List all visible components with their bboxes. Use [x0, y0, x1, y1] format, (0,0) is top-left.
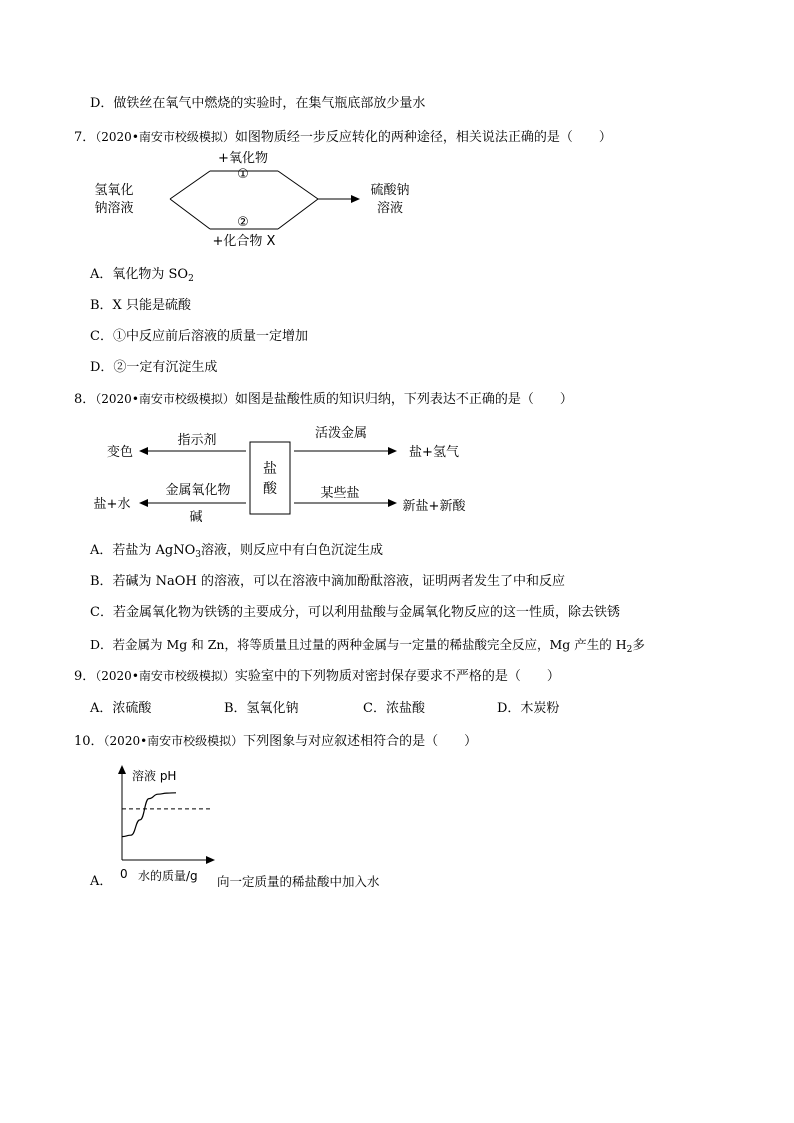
origin-label: 0: [120, 867, 128, 881]
q8-center-label-1: 盐: [263, 461, 277, 477]
q6-option-d: D．做铁丝在氧气中燃烧的实验时，在集气瓶底部放少量水: [90, 96, 426, 111]
q8-new-products-label: 新盐+新酸: [402, 499, 466, 514]
q10-option-a-desc: 向一定质量的稀盐酸中加入水: [217, 874, 380, 889]
q7-option-a-sub: 2: [188, 274, 194, 284]
q7-source: （2020•南安市校级模拟）: [95, 130, 235, 144]
q9-stem: 实验室中的下列物质对密封保存要求不严格的是（ ）: [234, 669, 560, 684]
q7-bottom-number: ②: [237, 215, 249, 230]
q7-option-c: C．①中反应前后溶液的质量一定增加: [90, 329, 308, 344]
q7-stem: 如图物质经一步反应转化的两种途径，相关说法正确的是（ ）: [234, 130, 612, 145]
q8-option-b: B．若碱为 NaOH 的溶液，可以在溶液中滴加酚酞溶液，证明两者发生了中和反应: [90, 574, 565, 589]
q7-left-label-1: 氢氧化: [94, 183, 134, 198]
q9-number: 9．: [74, 669, 96, 684]
q7-option-a-text: A．氧化物为 SO: [90, 267, 189, 282]
series-line: [122, 793, 176, 837]
q9-option-a: A．浓硫酸: [90, 701, 152, 716]
q8-option-a-text: A．若盐为 AgNO: [90, 543, 196, 558]
q8-color-change-label: 变色: [106, 445, 134, 460]
q9-option-d: D．木炭粉: [497, 701, 560, 716]
q8-some-salt-label: 某些盐: [320, 486, 360, 501]
q10-stem: 下列图象与对应叙述相符合的是（ ）: [243, 734, 478, 749]
q8-option-d-post: 多: [632, 637, 645, 652]
q8-center-label-2: 酸: [263, 481, 277, 497]
q8-active-metal-label: 活泼金属: [314, 426, 368, 441]
q7-number: 7．: [74, 130, 96, 145]
q8-option-d-text: D．若金属为 Mg 和 Zn，将等质量且过量的两种金属与一定量的稀盐酸完全反应，Mg 产生的 H: [90, 637, 627, 652]
q8-salt-water-label: 盐+水: [93, 497, 131, 512]
q8-base-label: 碱: [189, 510, 203, 525]
q8-option-c: C．若金属氧化物为铁锈的主要成分，可以利用盐酸与金属氧化物反应的这一性质，除去铁锈: [90, 605, 620, 620]
q7-right-label-2: 溶液: [376, 201, 404, 216]
q8-option-a-sub: 3: [195, 550, 201, 560]
q8-salt-h2-label: 盐+氢气: [409, 445, 459, 460]
q9-option-b: B．氢氧化钠: [224, 701, 299, 716]
q10-number: 10．: [74, 734, 104, 749]
q7-right-label-1: 硫酸钠: [370, 183, 410, 198]
q8-number: 8．: [74, 392, 96, 407]
q7-left-label-2: 钠溶液: [94, 201, 134, 216]
q9-option-c: C．浓盐酸: [363, 701, 425, 716]
q8-source: （2020•南安市校级模拟）: [95, 392, 235, 406]
x-axis-arrowhead: [206, 856, 215, 864]
q8-indicator-label: 指示剂: [177, 433, 217, 448]
x-axis-label: 水的质量/g: [138, 869, 198, 883]
q8-stem: 如图是盐酸性质的知识归纳，下列表达不正确的是（ ）: [234, 392, 573, 407]
q8-metal-oxide-label: 金属氧化物: [165, 483, 231, 498]
q10-option-a-letter: A．: [90, 874, 113, 889]
q8-option-a-post: 溶液，则反应中有白色沉淀生成: [201, 543, 384, 558]
y-axis-arrowhead: [118, 765, 126, 774]
q7-top-label: +氧化物: [218, 151, 268, 166]
q7-option-b: B．X 只能是硫酸: [90, 298, 191, 313]
q7-option-d: D．②一定有沉淀生成: [90, 360, 218, 375]
q10-source: （2020•南安市校级模拟）: [103, 734, 244, 748]
q7-top-number: ①: [237, 167, 249, 182]
q8-option-d-sub: 2: [626, 645, 633, 655]
q7-bottom-label: +化合物 X: [212, 234, 276, 249]
q9-source: （2020•南安市校级模拟）: [95, 669, 235, 683]
y-axis-label: 溶液 pH: [132, 769, 177, 783]
